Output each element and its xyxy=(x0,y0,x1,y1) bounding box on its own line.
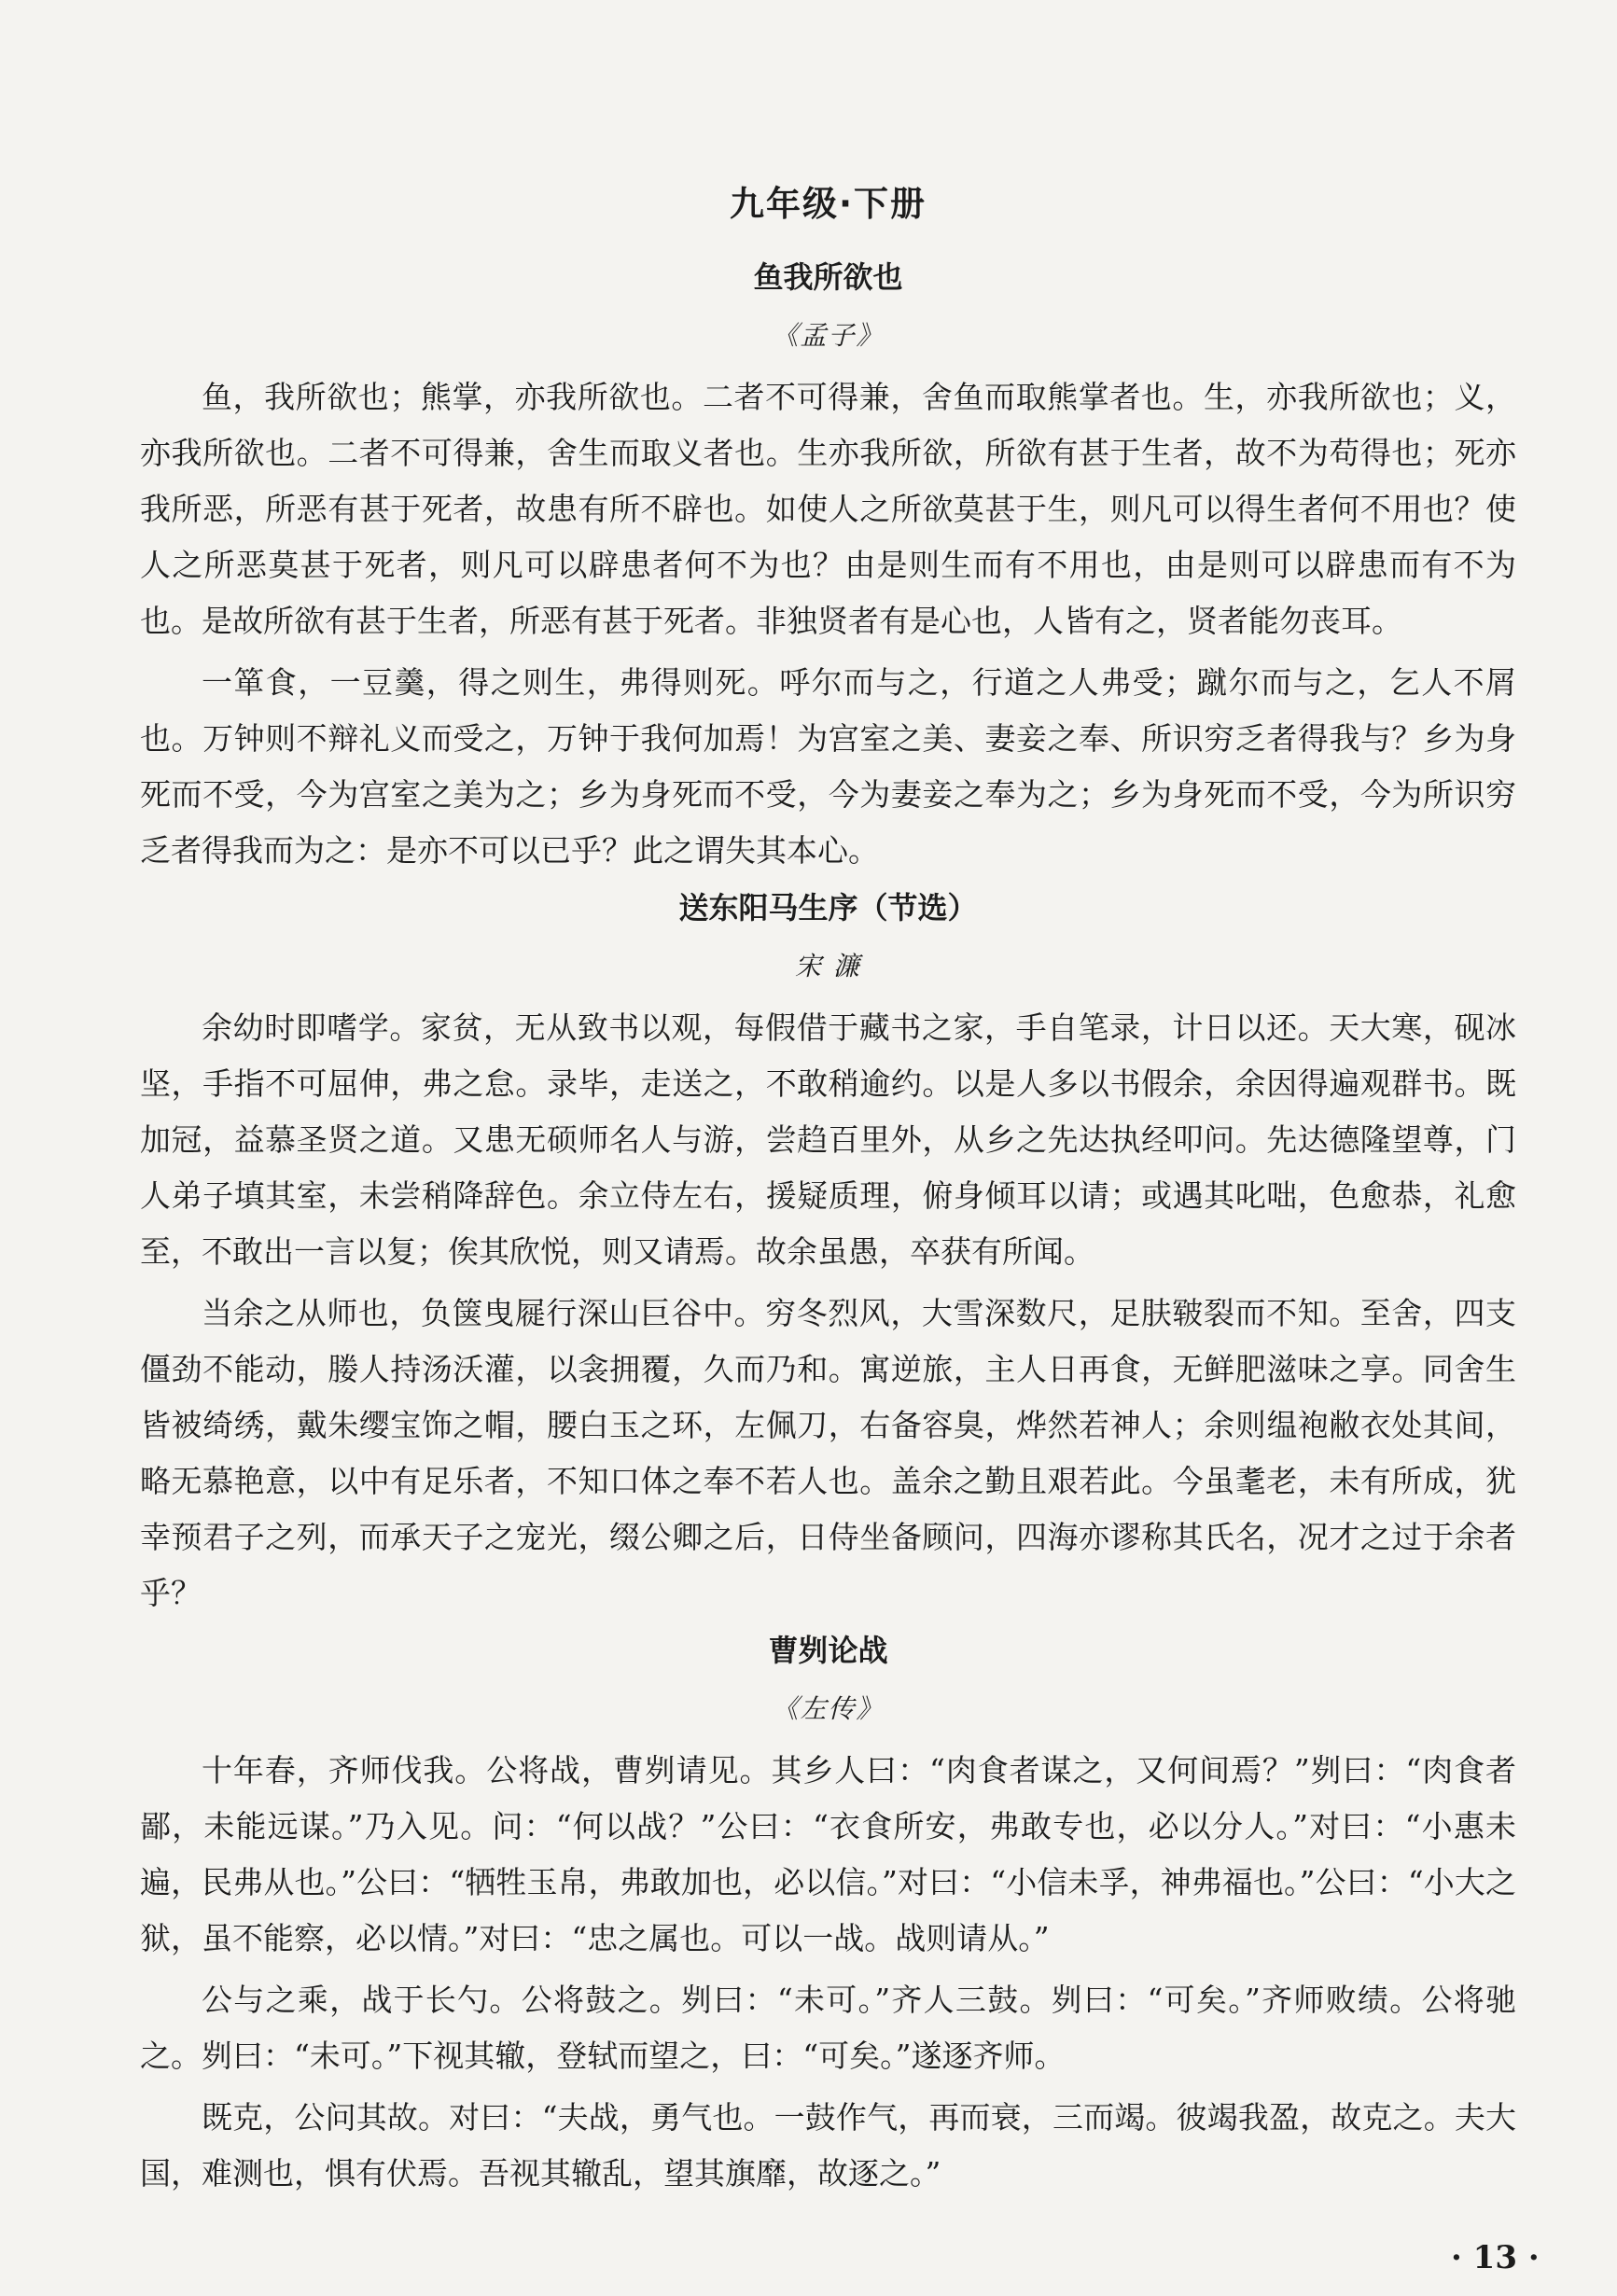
section-author: 《孟子》 xyxy=(772,320,885,351)
paragraph: 余幼时即嗜学。家贫，无从致书以观，每假借于藏书之家，手自笔录，计日以还。天大寒，砚冰坚，手指不可屈伸，弗之怠。录毕，走送之，不敢稍逾约。以是人多以书假余，余因得遍观群书。既加冠，益慕圣贤之道。又患无硕师名人与游，尝趋百里外，从乡之先达执经叩问。先达德隆望尊，门人弟子填其室，未尝稍降辞色。余立侍左右，援疑质理，俯身倾耳以请；或遇其叱咄，色愈恭，礼愈至，不敢出一言以复；俟其欣悦，则又请焉。故余虽愚，卒获有所闻。 xyxy=(140,1009,1516,1270)
section-author: 宋 濂 xyxy=(795,951,861,981)
paragraph: 当余之从师也，负箧曳屣行深山巨谷中。穷冬烈风，大雪深数尺，足肤皲裂而不知。至舍，四支僵劲不能动，媵人持汤沃灌，以衾拥覆，久而乃和。寓逆旅，主人日再食，无鲜肥滋味之享。同舍生皆被绮绣，戴朱缨宝饰之帽，腰白玉之环，左佩刀，右备容臭，烨然若神人；余则缊袍敝衣处其间，略无慕艳意，以中有足乐者，不知口体之奉不若人也。盖余之勤且艰若此。今虽耄老，未有所成，犹幸预君子之列，而承天子之宠光，缀公卿之后，日侍坐备顾问，四海亦谬称其氏名，况才之过于余者乎？ xyxy=(140,1295,1516,1611)
section-title: 鱼我所欲也 xyxy=(753,259,903,295)
section-cao-gui-lun-zhan xyxy=(140,1627,1516,2202)
paragraph: 十年春，齐师伐我。公将战，曹刿请见。其乡人曰：“肉食者谋之，又何间焉？”刿曰：“肉食者鄙，未能远谋。”乃入见。问：“何以战？”公曰：“衣食所安，弗敢专也，必以分人。”对曰：“小惠未遍，民弗从也。”公曰：“牺牲玉帛，弗敢加也，必以信。”对曰：“小信未孚，神弗福也。”公曰：“小大之狱，虽不能察，必以情。”对曰：“忠之属也。可以一战。战则请从。” xyxy=(140,1752,1516,1956)
section-title: 曹刿论战 xyxy=(768,1633,888,1668)
paragraph: 既克，公问其故。对曰：“夫战，勇气也。一鼓作气，再而衰，三而竭。彼竭我盈，故克之。夫大国，难测也，惧有伏焉。吾视其辙乱，望其旗靡，故逐之。” xyxy=(140,2099,1516,2192)
paragraph: 一箪食，一豆羹，得之则生，弗得则死。呼尔而与之，行道之人弗受；蹴尔而与之，乞人不屑也。万钟则不辩礼义而受之，万钟于我何加焉！为宫室之美、妻妾之奉、所识穷乏者得我与？乡为身死而不受，今为宫室之美为之；乡为身死而不受，今为妻妾之奉为之；乡为身死而不受，今为所识穷乏者得我而为之：是亦不可以已乎？此之谓失其本心。 xyxy=(140,664,1516,869)
paragraph: 鱼，我所欲也；熊掌，亦我所欲也。二者不可得兼，舍鱼而取熊掌者也。生，亦我所欲也；义，亦我所欲也。二者不可得兼，舍生而取义者也。生亦我所欲，所欲有甚于生者，故不为苟得也；死亦我所恶，所恶有甚于死者，故患有所不辟也。如使人之所欲莫甚于生，则凡可以得生者何不用也？使人之所恶莫甚于死者，则凡可以辟患者何不为也？由是则生而有不用也，由是则可以辟患而有不为也。是故所欲有甚于生者，所恶有甚于死者。非独贤者有是心也，人皆有之，贤者能勿丧耳。 xyxy=(140,379,1516,639)
grade-title: 九年级·下册 xyxy=(729,184,927,224)
section-yu-wo-suo-yu-ye xyxy=(140,254,1516,879)
section-author: 《左传》 xyxy=(772,1693,885,1724)
paragraph: 公与之乘，战于长勺。公将鼓之。刿曰：“未可。”齐人三鼓。刿曰：“可矣。”齐师败绩。公将驰之。刿曰：“未可。”下视其辙，登轼而望之，曰：“可矣。”遂逐齐师。 xyxy=(140,1982,1516,2074)
section-title: 送东阳马生序（节选） xyxy=(678,890,978,925)
section-song-dongyang-masheng-xu xyxy=(140,884,1516,1621)
page-number: · 13 · xyxy=(1451,2239,1540,2276)
page-content xyxy=(140,159,1516,2207)
